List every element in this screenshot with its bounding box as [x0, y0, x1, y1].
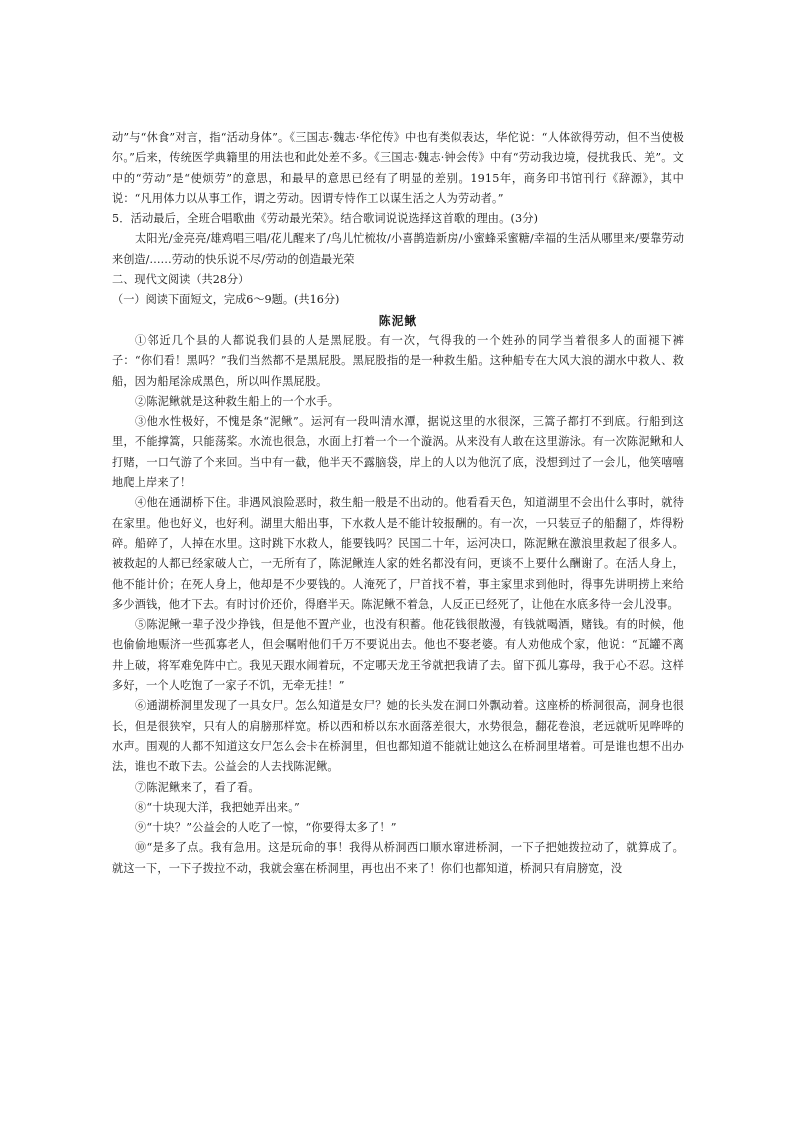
article-paragraph: ③他水性极好，不愧是条“泥鳅”。运河有一段叫清水潭，据说这里的水很深，三篙子都打不到底。行船到这里，不能撑篙，只能荡桨。水流也很急，水面上打着一个一个漩涡。从来没有人敢在这里游泳。有一次陈泥鳅和人打赌，一口气游了个来回。当中有一截，他半天不露脑袋，岸上的人以为他沉了底，没想到过了一会儿，他笑嘻嘻地爬上岸来了！ — [112, 415, 684, 490]
article-paragraph: ⑦陈泥鳅来了，看了看。 — [135, 780, 260, 794]
document-page — [112, 128, 684, 879]
intro-paragraph: 动”与“休食”对言，指“活动身体”。《三国志·魏志·华佗传》中也有类似表达，华佗说：“人体欲得劳动，但不当使极尔。”后来，传统医学典籍里的用法也和此处差不多。《三国志·魏志·钟会传》中有“劳动我边境，侵扰我氏、羌”。文中的“劳动”是“使烦劳”的意思，和最早的意思已经有了明显的差别。1915年，商务印书馆刊行《辞源》，其中说：“凡用体力以从事工作，谓之劳动。因谓专恃作工以谋生活之人为劳动者。” — [112, 131, 684, 205]
question-5: 5．活动最后，全班合唱歌曲《劳动最光荣》。结合歌词说说选择这首歌的理由。(3分) — [112, 212, 539, 226]
section-heading: 二、现代文阅读（共28分） — [112, 273, 250, 287]
article-paragraph: ⑧“十块现大洋，我把她弄出来。” — [135, 800, 300, 814]
article-paragraph: ①邻近几个县的人都说我们县的人是黑屁股。有一次，气得我的一个姓孙的同学当着很多人的面褪下裤子：“你们看！黑吗？”我们当然都不是黑屁股。黑屁股指的是一种救生船。这种船专在大风大浪的湖水中救人、救船，因为船尾涂成黑色，所以叫作黑屁股。 — [112, 333, 684, 388]
article-paragraph: ⑥通湖桥洞里发现了一具女尸。怎么知道是女尸？她的长头发在洞口外飘动着。这座桥的桥洞很高，洞身也很长，但是很狭窄，只有人的肩膀那样宽。桥以西和桥以东水面落差很大，水势很急，翻花卷浪，老远就听见哗哗的水声。围观的人都不知道这女尸怎么会卡在桥洞里，但也都知道不能就让她这么在桥洞里堵着。可是谁也想不出办法，谁也不敢下去。公益会的人去找陈泥鳅。 — [112, 699, 684, 774]
article-paragraph: ⑤陈泥鳅一辈子没少挣钱，但是他不置产业，也没有积蓄。他花钱很散漫，有钱就喝酒，赌钱。有的时候，他也偷偷地赈济一些孤寡老人，但会嘱咐他们千万不要说出去。他也不娶老婆。有人劝他成个家，他说：“瓦罐不离井上破，将军难免阵中亡。我见天跟水闹着玩，不定哪天龙王爷就把我请了去。留下孤儿寡母，我于心不忍。这样多好，一个人吃饱了一家子不饥，无牵无挂！” — [112, 618, 684, 693]
subsection-heading: （一）阅读下面短文，完成6～9题。(共16分) — [112, 293, 340, 307]
article-title: 陈泥鳅 — [378, 313, 418, 328]
article-paragraph: ⑨“十块？”公益会的人吃了一惊，“你要得太多了！” — [135, 821, 397, 835]
article-paragraph: ④他在通湖桥下住。非遇风浪险恶时，救生船一般是不出动的。他看看天色，知道湖里不会出什么事时，就待在家里。他也好义，也好利。湖里大船出事，下水救人是不能计较报酬的。有一次，一只装豆子的船翻了，炸得粉碎。船碎了，人掉在水里。这时跳下水救人，能要钱吗？民国二十年，运河决口，陈泥鳅在激浪里救起了很多人。被救起的人都已经家破人亡，一无所有了，陈泥鳅连人家的姓名都没有问，更谈不上要什么酬谢了。在活人身上，他不能计价；在死人身上，他却是不少要钱的。人淹死了，尸首找不着，事主家里求到他时，得事先讲明捞上来给多少酒钱，他才下去。有时讨价还价，得磨半天。陈泥鳅不着急，人反正已经死了，让他在水底多待一会儿没事。 — [112, 496, 684, 611]
song-lyrics: 太阳光/金亮亮/雄鸡唱三唱/花儿醒来了/鸟儿忙梳妆/小喜鹊造新房/小蜜蜂采蜜糖/幸福的生活从哪里来/要靠劳动来创造/……劳动的快乐说不尽/劳动的创造最光荣 — [112, 232, 684, 266]
article-paragraph: ②陈泥鳅就是这种救生船上的一个水手。 — [135, 394, 340, 408]
article-paragraph: ⑩“是多了点。我有急用。这是玩命的事！我得从桥洞西口顺水窜进桥洞，一下子把她拨拉动了，就算成了。就这一下，一下子拨拉不动，我就会塞在桥洞里，再也出不来了！你们也都知道，桥洞只有肩膀宽，没 — [112, 841, 684, 875]
